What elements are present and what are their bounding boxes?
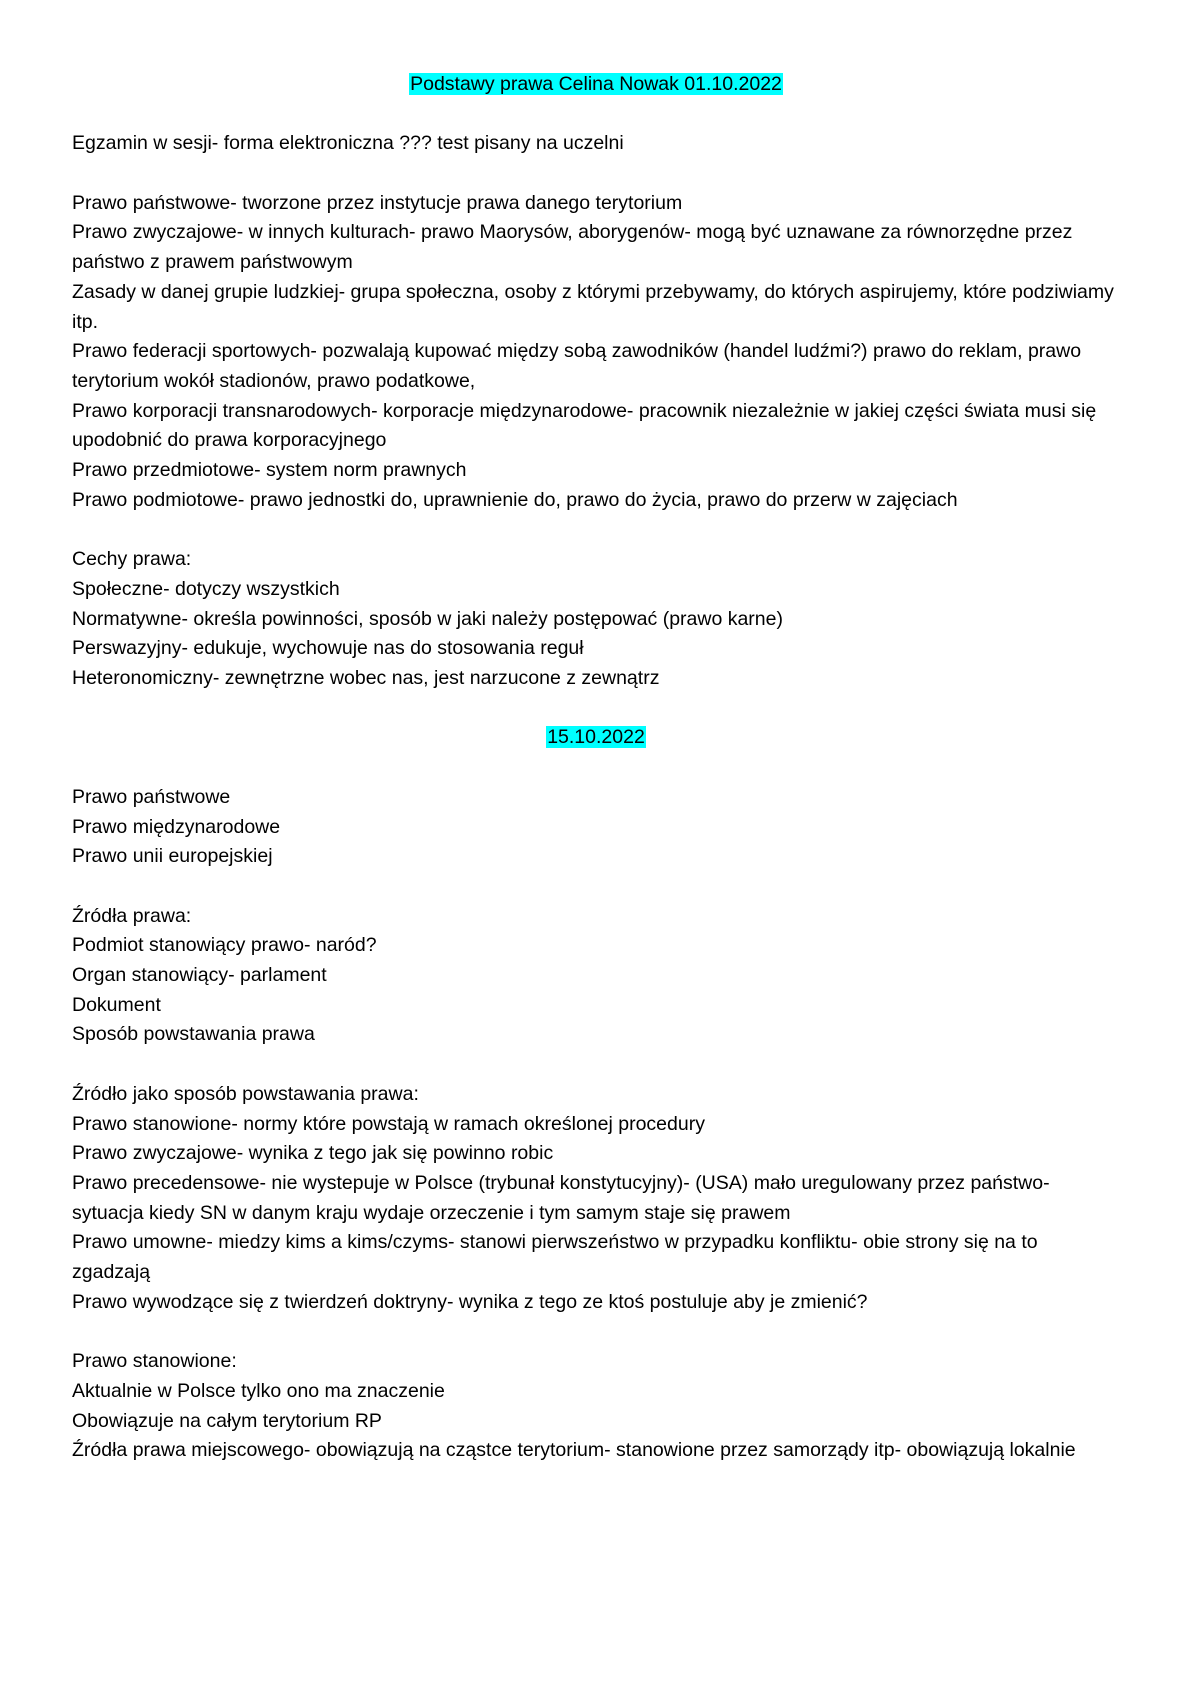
paragraph-line: Prawo podmiotowe- prawo jednostki do, uprawnienie do, prawo do życia, prawo do przerw w zajęciach: [72, 488, 958, 511]
paragraph-line: Organ stanowiący- parlament: [72, 964, 327, 986]
section-heading: Prawo stanowione:: [72, 1350, 237, 1373]
paragraph-line: Prawo precedensowe- nie wystepuje w Polsce (trybunał konstytucyjny)- (USA) mało uregulowany przez państwo- sytuacja kiedy SN w danym kraju wydaje orzeczenie i tym samym staje się prawem: [72, 1171, 1050, 1224]
section-sources: [72, 902, 1120, 1051]
paragraph-line: Prawo międzynarodowe: [72, 815, 281, 838]
paragraph-line: Prawo umowne- miedzy kims a kims/czyms- stanowi pierwszeństwo w przypadku konfliktu- obie strony się na to zgadzają: [72, 1231, 1038, 1284]
spacer: [72, 694, 1120, 724]
paragraph-line: Prawo zwyczajowe- wynika z tego jak się powinno robic: [72, 1142, 554, 1165]
spacer: [72, 159, 1120, 189]
paragraph-line: Obowiązuje na całym terytorium RP: [72, 1409, 382, 1432]
paragraph-line: Heteronomiczny- zewnętrzne wobec nas, jest narzucone z zewnątrz: [72, 667, 660, 690]
section-source-as-method: [72, 1080, 1120, 1318]
paragraph-line: Prawo unii europejskiej: [72, 845, 273, 868]
paragraph-line: Dokument: [72, 993, 161, 1016]
paragraph-line: Prawo państwowe- tworzone przez instytucje prawa danego terytorium: [72, 191, 683, 214]
section-law-kinds: [72, 783, 1120, 872]
date-heading: 15.10.2022: [547, 726, 645, 749]
paragraph-line: Prawo stanowione- normy które powstają w ramach określonej procedury: [72, 1112, 705, 1135]
paragraph-line: Społeczne- dotyczy wszystkich: [72, 577, 340, 600]
date-line: [72, 723, 1120, 753]
intro-line: Egzamin w sesji- forma elektroniczna ??? test pisany na uczelni: [72, 132, 624, 155]
section-statutory-law: [72, 1347, 1120, 1466]
paragraph-line: Prawo wywodzące się z twierdzeń doktryny- wynika z tego ze ktoś postuluje aby je zmienić?: [72, 1290, 868, 1313]
spacer: [72, 872, 1120, 902]
spacer: [72, 1317, 1120, 1347]
section-features: [72, 545, 1120, 694]
section-heading: Źródło jako sposób powstawania prawa:: [72, 1082, 419, 1105]
title-line: [72, 70, 1120, 100]
paragraph-line: Sposób powstawania prawa: [72, 1023, 315, 1046]
paragraph-line: Perswazyjny- edukuje, wychowuje nas do stosowania reguł: [72, 637, 584, 660]
section-heading: Źródła prawa:: [72, 904, 192, 927]
paragraph-line: Aktualnie w Polsce tylko ono ma znaczenie: [72, 1379, 445, 1402]
paragraph-line: Prawo zwyczajowe- w innych kulturach- prawo Maorysów, aborygenów- mogą być uznawane za równorzędne przez państwo z prawem państwowym: [72, 221, 1073, 274]
spacer: [72, 1050, 1120, 1080]
spacer: [72, 100, 1120, 130]
spacer: [72, 753, 1120, 783]
section-heading: Cechy prawa:: [72, 548, 192, 571]
paragraph-line: Zasady w danej grupie ludzkiej- grupa społeczna, osoby z którymi przebywamy, do których aspirujemy, które podziwiamy itp.: [72, 280, 1114, 333]
paragraph-line: Podmiot stanowiący prawo- naród?: [72, 934, 377, 957]
paragraph-line: Prawo przedmiotowe- system norm prawnych: [72, 459, 467, 482]
paragraph-line: Źródła prawa miejscowego- obowiązują na cząstce terytorium- stanowione przez samorządy itp- obowiązują lokalnie: [72, 1439, 1076, 1462]
paragraph-line: Normatywne- określa powinności, sposób w jaki należy postępować (prawo karne): [72, 607, 783, 630]
paragraph-line: Prawo państwowe: [72, 785, 231, 808]
section-types-of-law: [72, 189, 1120, 516]
paragraph-line: Prawo federacji sportowych- pozwalają kupować między sobą zawodników (handel ludźmi?) prawo do reklam, prawo terytorium wokół stadionów, prawo podatkowe,: [72, 340, 1082, 392]
paragraph-line: Prawo korporacji transnarodowych- korporacje międzynarodowe- pracownik niezależnie w jakiej części świata musi się upodobnić do prawa korporacyjnego: [72, 399, 1097, 452]
spacer: [72, 516, 1120, 546]
page-title: Podstawy prawa Celina Nowak 01.10.2022: [410, 73, 782, 95]
